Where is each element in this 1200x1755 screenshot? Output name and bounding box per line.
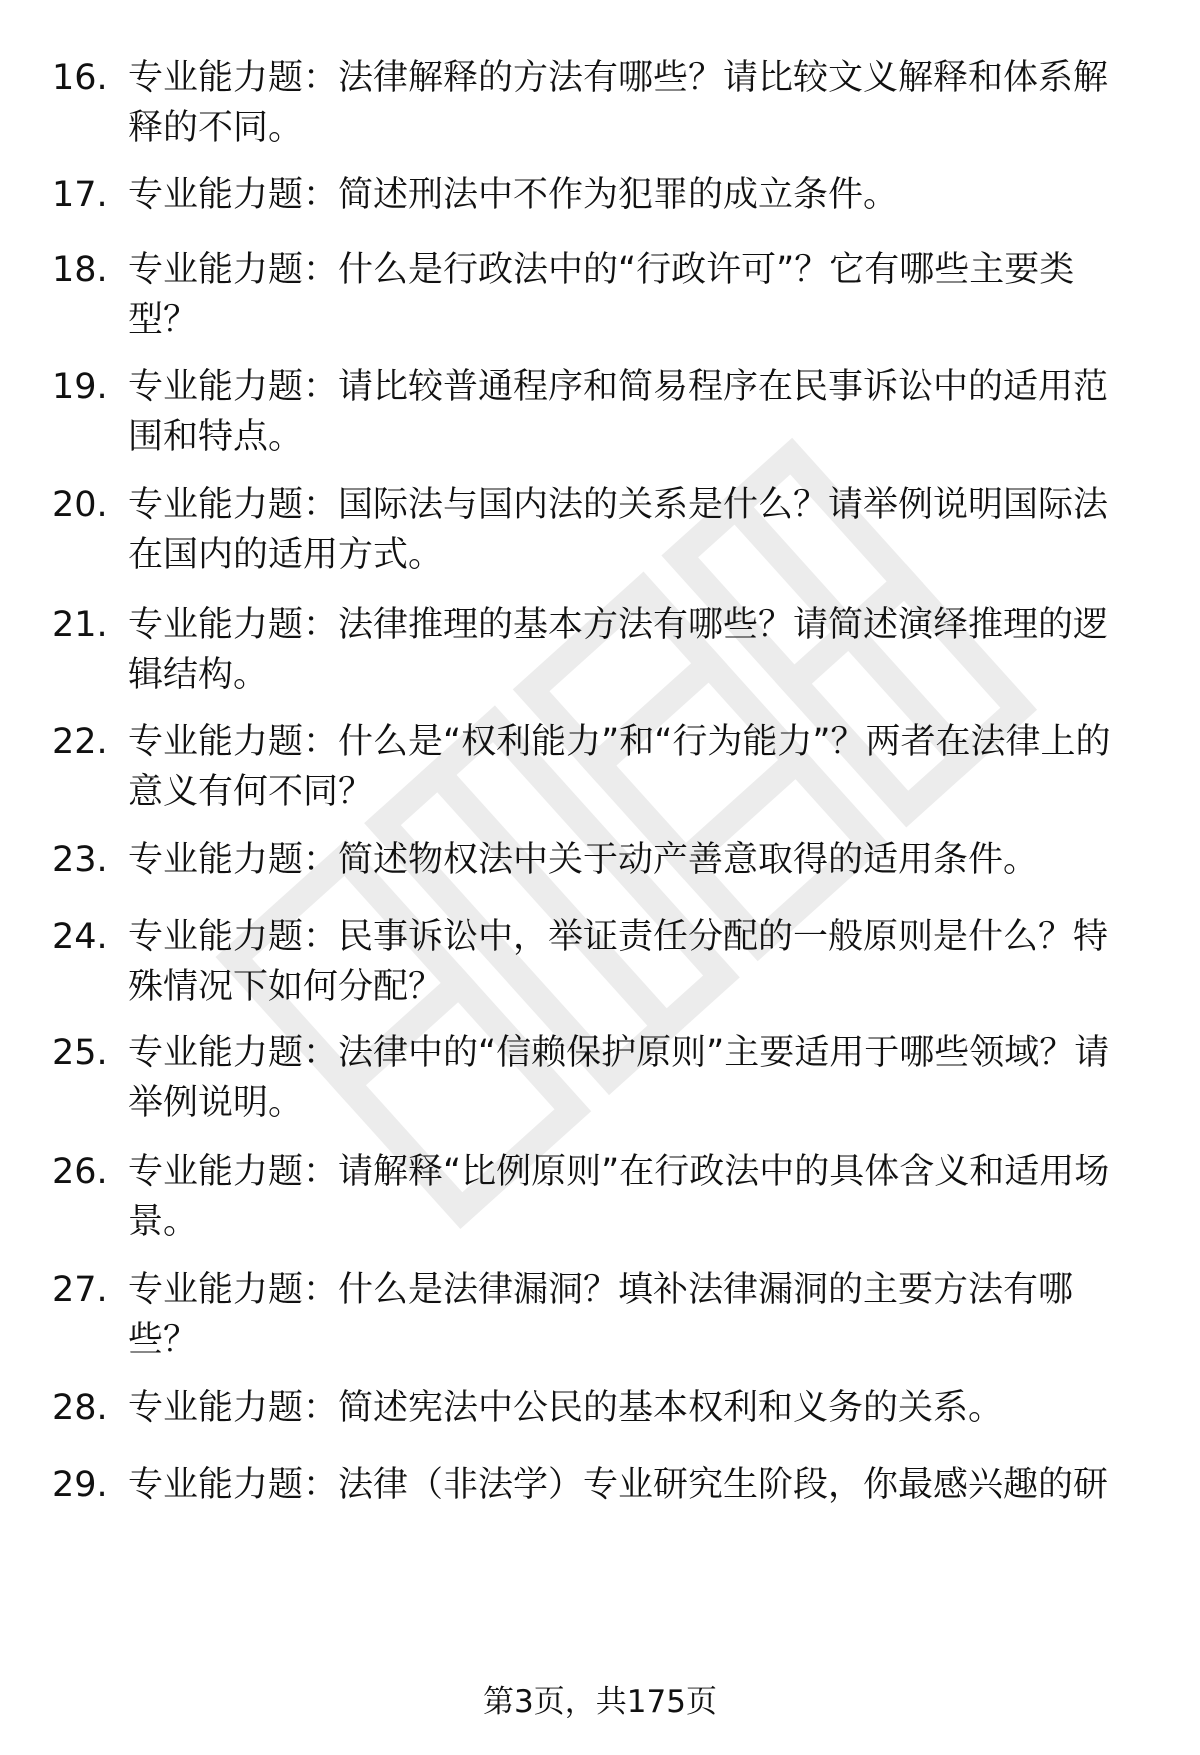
question-text: 专业能力题：简述物权法中关于动产善意取得的适用条件。 (128, 840, 1039, 880)
question-number: 26. (52, 1152, 108, 1192)
question-number: 17. (52, 175, 108, 215)
page-footer: 第3页，共175页 (483, 1684, 717, 1720)
question-number: 27. (52, 1270, 108, 1310)
question-number: 25. (52, 1033, 108, 1073)
question-number: 22. (52, 722, 108, 762)
question-text: 专业能力题：简述刑法中不作为犯罪的成立条件。 (128, 175, 899, 215)
question-text: 专业能力题：法律（非法学）专业研究生阶段，你最感兴趣的研 (128, 1465, 1109, 1505)
question-number: 20. (52, 485, 108, 525)
question-number: 21. (52, 605, 108, 645)
question-text: 专业能力题：什么是行政法中的“行政许可”？它有哪些主要类型？ (128, 250, 1075, 340)
question-text: 专业能力题：民事诉讼中，举证责任分配的一般原则是什么？特殊情况下如何分配？ (128, 917, 1109, 1007)
question-number: 24. (52, 917, 108, 957)
question-number: 19. (52, 367, 108, 407)
question-text: 专业能力题：请比较普通程序和简易程序在民事诉讼中的适用范围和特点。 (128, 367, 1109, 457)
question-text: 专业能力题：简述宪法中公民的基本权利和义务的关系。 (128, 1388, 1004, 1428)
question-text: 专业能力题：什么是“权利能力”和“行为能力”？两者在法律上的意义有何不同？ (128, 722, 1111, 812)
question-text: 专业能力题：国际法与国内法的关系是什么？请举例说明国际法在国内的适用方式。 (128, 485, 1109, 575)
question-number: 29. (52, 1465, 108, 1505)
question-number: 23. (52, 840, 108, 880)
question-text: 专业能力题：法律中的“信赖保护原则”主要适用于哪些领域？请举例说明。 (128, 1033, 1110, 1123)
question-text: 专业能力题：法律解释的方法有哪些？请比较文义解释和体系解释的不同。 (128, 58, 1109, 148)
question-number: 16. (52, 58, 108, 98)
question-text: 专业能力题：什么是法律漏洞？填补法律漏洞的主要方法有哪些？ (128, 1270, 1074, 1360)
question-text: 专业能力题：法律推理的基本方法有哪些？请简述演绎推理的逻辑结构。 (128, 605, 1109, 695)
question-text: 专业能力题：请解释“比例原则”在行政法中的具体含义和适用场景。 (128, 1152, 1110, 1242)
question-number: 18. (52, 250, 108, 290)
question-number: 28. (52, 1388, 108, 1428)
